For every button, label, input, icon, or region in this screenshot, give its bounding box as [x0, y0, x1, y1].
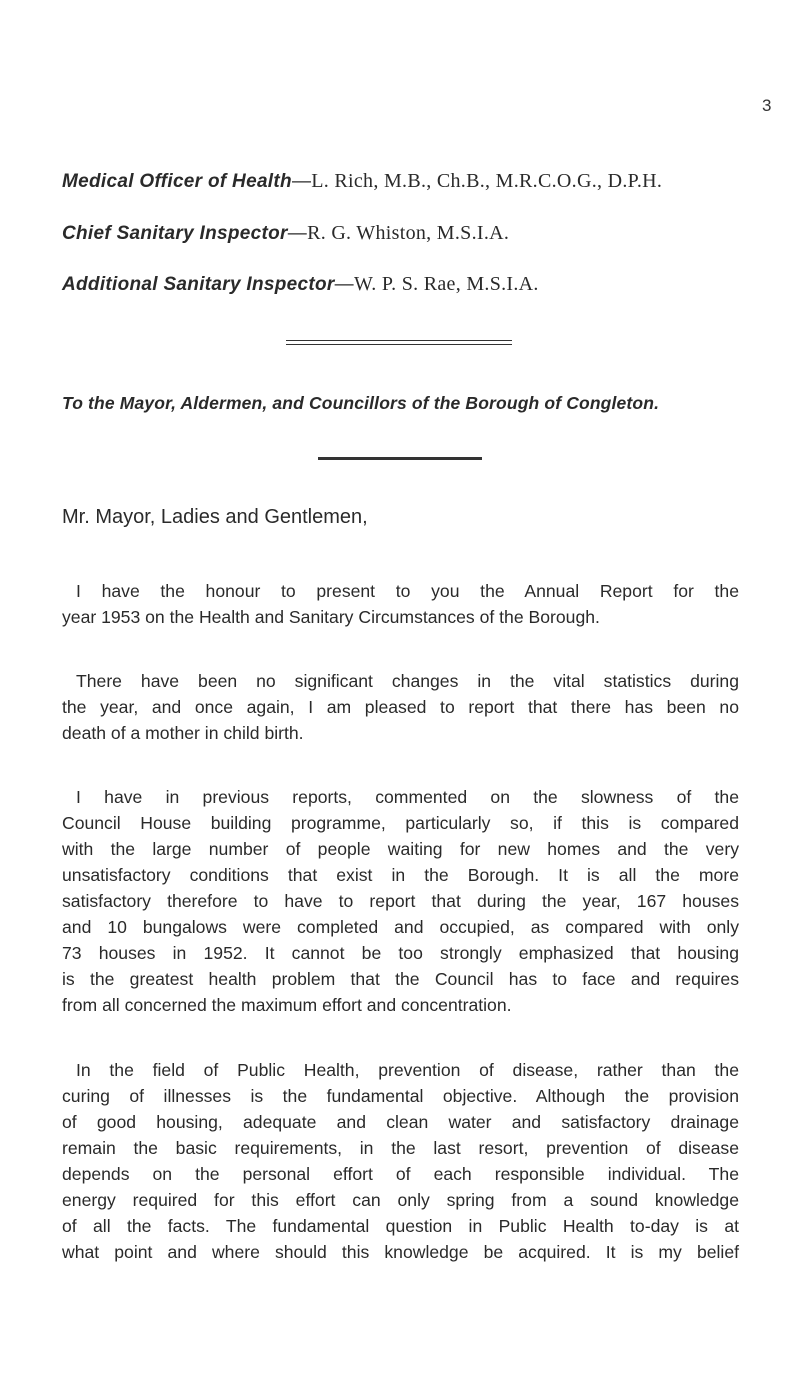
paragraph-line: and 10 bungalows were completed and occupied, as compared with only [62, 917, 739, 937]
paragraph-line: death of a mother in child birth. [62, 723, 304, 743]
officer-name: L. Rich, M.B., Ch.B., M.R.C.O.G., D.P.H. [311, 170, 663, 192]
paragraph-line: with the large number of people waiting for new homes and the very [62, 839, 739, 859]
officer-name: R. G. Whiston, M.S.I.A. [307, 222, 510, 244]
paragraph-housing [62, 784, 739, 1018]
paragraph-line: remain the basic requirements, in the last resort, prevention of disease [62, 1138, 739, 1158]
paragraph-line: the year, and once again, I am pleased to report that there has been no [62, 697, 739, 717]
officer-line-medical-officer [62, 170, 662, 193]
paragraph-line: I have the honour to present to you the Annual Report for the [76, 581, 739, 601]
paragraph-line: is the greatest health problem that the Council has to face and requires [62, 969, 739, 989]
paragraph-line: of all the facts. The fundamental question in Public Health to-day is at [62, 1216, 739, 1236]
officer-dash: — [287, 223, 308, 244]
officer-line-additional-sanitary-inspector [62, 273, 539, 296]
paragraph-line: curing of illnesses is the fundamental objective. Although the provision [62, 1086, 739, 1106]
paragraph-line: satisfactory therefore to have to report that during the year, 167 houses [62, 891, 739, 911]
paragraph-annual-report [62, 578, 739, 630]
salutation: Mr. Mayor, Ladies and Gentlemen, [62, 506, 368, 528]
paragraph-line: year 1953 on the Health and Sanitary Circumstances of the Borough. [62, 607, 600, 627]
paragraph-line: what point and where should this knowledge be acquired. It is my belief [62, 1242, 739, 1262]
paragraph-public-health [62, 1057, 739, 1265]
officer-role: Chief Sanitary Inspector [62, 223, 288, 244]
officer-dash: — [291, 171, 312, 192]
officer-role: Medical Officer of Health [62, 171, 292, 192]
paragraph-line: depends on the personal effort of each responsible individual. The [62, 1164, 739, 1184]
paragraph-line: In the field of Public Health, prevention of disease, rather than the [76, 1060, 739, 1080]
paragraph-line: from all concerned the maximum effort and concentration. [62, 995, 512, 1015]
paragraph-vital-statistics [62, 668, 739, 746]
paragraph-line: energy required for this effort can only spring from a sound knowledge [62, 1190, 739, 1210]
thick-divider [318, 457, 482, 460]
officer-name: W. P. S. Rae, M.S.I.A. [353, 273, 539, 295]
paragraph-line: Council House building programme, particularly so, if this is compared [62, 813, 739, 833]
paragraph-line: 73 houses in 1952. It cannot be too strongly emphasized that housing [62, 943, 739, 963]
paragraph-line: unsatisfactory conditions that exist in the Borough. It is all the more [62, 865, 739, 885]
page-number: 3 [762, 96, 772, 115]
paragraph-line: There have been no significant changes in the vital statistics during [76, 671, 739, 691]
officer-dash: — [334, 274, 354, 295]
officer-role: Additional Sanitary Inspector [62, 274, 335, 295]
double-divider [286, 340, 512, 345]
paragraph-line: of good housing, adequate and clean water and satisfactory drainage [62, 1112, 739, 1132]
address-line: To the Mayor, Aldermen, and Councillors of the Borough of Congleton. [62, 393, 660, 413]
paragraph-line: I have in previous reports, commented on the slowness of the [76, 787, 739, 807]
officer-line-chief-sanitary-inspector [62, 222, 509, 245]
